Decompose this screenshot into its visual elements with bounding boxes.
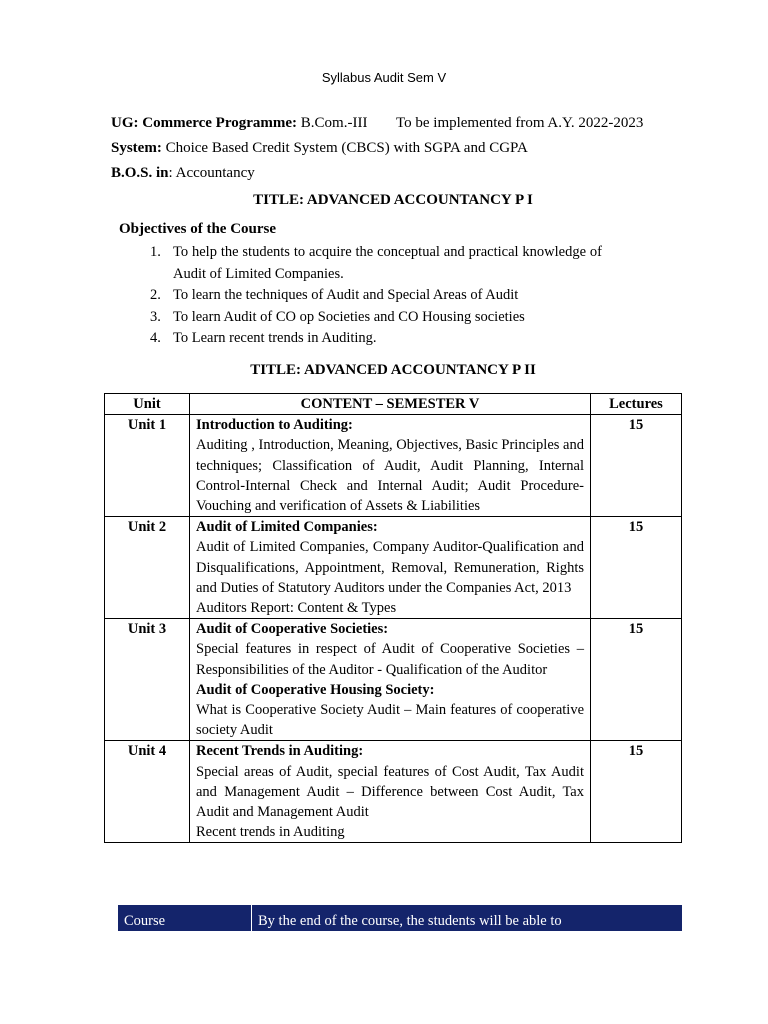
table-row — [105, 741, 682, 843]
content-cell — [190, 517, 591, 619]
programme-line — [111, 115, 367, 132]
system-label: System: — [111, 140, 162, 156]
objective-text: To learn the techniques of Audit and Special Areas of Audit — [173, 287, 519, 303]
system-value: Choice Based Credit System (CBCS) with SGPA and CGPA — [161, 140, 528, 156]
content-cell — [190, 619, 591, 741]
unit-cell: Unit 1 — [105, 415, 190, 517]
objective-number: 2. — [150, 287, 161, 303]
objective-item — [150, 242, 602, 285]
table-row — [105, 415, 682, 517]
content-cell — [190, 741, 591, 843]
objective-number: 3. — [150, 308, 161, 325]
unit-heading: Audit of Limited Companies: — [196, 519, 378, 536]
unit-heading: Recent Trends in Auditing: — [196, 743, 364, 760]
objective-text: To Learn recent trends in Auditing. — [173, 330, 377, 346]
unit-cell: Unit 3 — [105, 619, 190, 741]
title-paper-2: TITLE: ADVANCED ACCOUNTANCY P II — [250, 362, 536, 378]
header-unit: Unit — [105, 394, 190, 415]
implementation-year: To be implemented from A.Y. 2022-2023 — [396, 115, 644, 131]
unit-body-extra: Recent trends in Auditing — [196, 824, 345, 841]
content-cell — [190, 415, 591, 517]
unit-heading: Audit of Cooperative Societies: — [196, 621, 389, 638]
unit-heading: Introduction to Auditing: — [196, 417, 353, 434]
table-header-row — [105, 394, 682, 415]
outcome-description-cell: By the end of the course, the students will be able to — [258, 913, 562, 929]
unit-subheading: Audit of Cooperative Housing Society: — [196, 681, 435, 698]
outcome-table-header — [118, 905, 682, 931]
objective-number: 4. — [150, 330, 161, 346]
unit-body: Special features in respect of Audit of Cooperative Societies – Responsibilities of the Auditor - Qualification of the Auditor — [196, 641, 584, 678]
unit-body-extra: Auditors Report: Content & Types — [196, 600, 397, 617]
objective-text: To learn Audit of CO op Societies and CO Housing societies — [173, 308, 525, 325]
unit-body: Audit of Limited Companies, Company Auditor-Qualification and Disqualifications, Appointment, Removal, Remuneration, Rights and Duties of Statutory Auditors under the Companies Act, 2013 — [196, 539, 584, 596]
objective-item — [150, 307, 602, 329]
table-row — [105, 619, 682, 741]
objectives-list — [150, 242, 602, 350]
bos-line — [111, 165, 255, 182]
lectures-cell: 15 — [591, 741, 682, 843]
objective-number: 1. — [150, 244, 161, 260]
unit-body-extra: What is Cooperative Society Audit – Main features of cooperative society Audit — [196, 702, 584, 739]
lectures-cell: 15 — [591, 517, 682, 619]
objective-item — [150, 285, 602, 307]
header-lectures: Lectures — [591, 394, 682, 415]
lectures-cell: 15 — [591, 415, 682, 517]
objective-item — [150, 328, 602, 350]
programme-value: B.Com.-III — [297, 115, 368, 131]
objectives-heading: Objectives of the Course — [119, 221, 277, 237]
unit-body: Special areas of Audit, special features of Cost Audit, Tax Audit and Management Audit – Difference between Cost Audit, Tax Audit and Management Audit — [196, 763, 584, 821]
bos-value: : Accountancy — [168, 165, 255, 181]
outcome-course-cell: Course — [118, 905, 252, 931]
lectures-cell: 15 — [591, 619, 682, 741]
programme-label: UG: Commerce Programme: — [111, 115, 298, 131]
syllabus-table — [104, 393, 682, 843]
unit-cell: Unit 4 — [105, 741, 190, 843]
table-row — [105, 517, 682, 619]
unit-body: Auditing , Introduction, Meaning, Objectives, Basic Principles and techniques; Classification of Audit, Audit Planning, Internal Control-Internal Check and Internal Audit; Audit Procedure-Vouching and verification of Assets & Liabilities — [196, 437, 584, 515]
title-paper-1: TITLE: ADVANCED ACCOUNTANCY P I — [253, 192, 533, 208]
document-header: Syllabus Audit Sem V — [321, 70, 447, 85]
bos-label: B.O.S. in — [111, 165, 169, 181]
objective-text: To help the students to acquire the conceptual and practical knowledge of Audit of Limited Companies. — [173, 244, 602, 282]
header-content: CONTENT – SEMESTER V — [190, 394, 591, 415]
unit-cell: Unit 2 — [105, 517, 190, 619]
system-line — [111, 140, 528, 157]
